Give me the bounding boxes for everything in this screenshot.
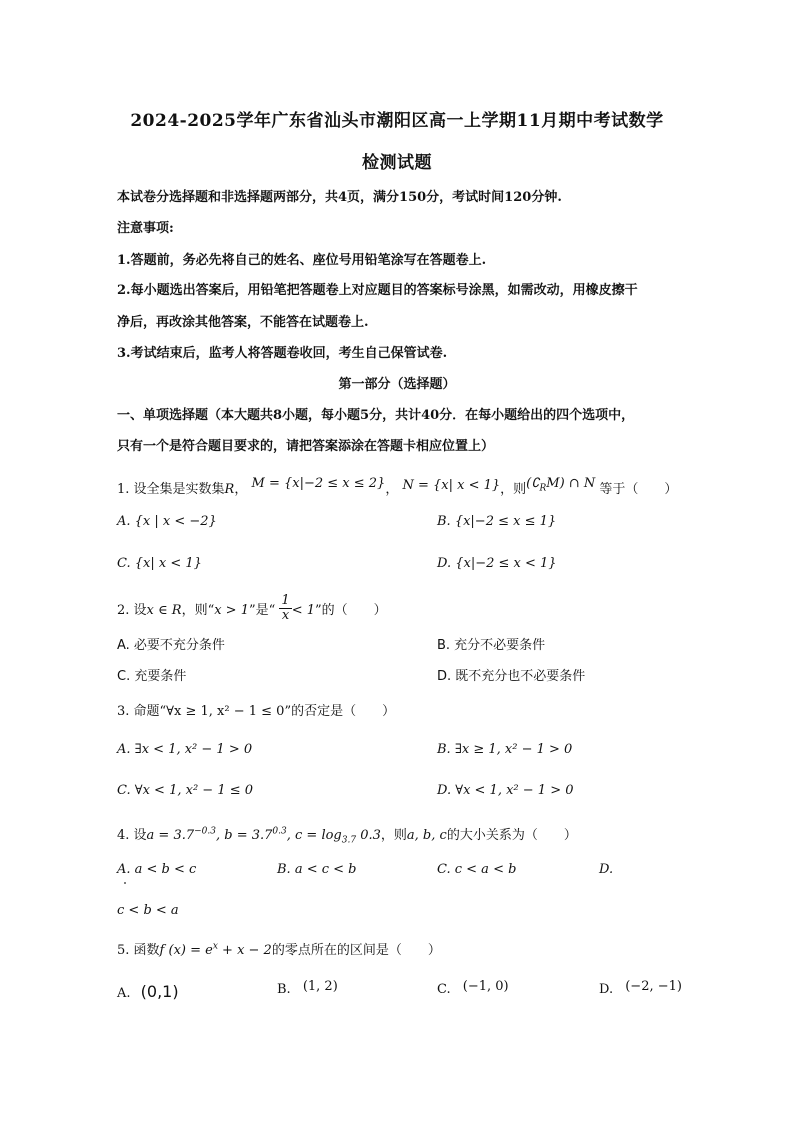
q5-option-c-label: C.: [437, 982, 451, 997]
q2-x-in-R: x ∈ R: [146, 603, 182, 618]
q4-text-h: 的大小关系为（ ）: [446, 828, 577, 843]
q3-option-d: D. ∀x < 1, x² − 1 > 0: [437, 783, 574, 798]
q1-expr: $(∁_RM)$ ∩ N: [526, 476, 596, 494]
question-2-stem: [117, 593, 387, 625]
q1-option-b: B. {x|−2 ≤ x ≤ 1}: [437, 514, 557, 529]
q4-option-d-value: c < b < a: [117, 903, 179, 918]
notice-item-2b: 净后，再改涂其他答案，不能答在试题卷上.: [117, 315, 369, 330]
question-1-stem: [117, 478, 677, 500]
notice-item-3: 3.考试结束后，监考人将答题卷收回，考生自己保管试卷.: [117, 346, 448, 361]
q5-option-c: [437, 979, 509, 997]
q1-option-a: A. {x | x < −2}: [117, 514, 217, 529]
question-3-stem: 3. 命题“∀x ≥ 1, x² − 1 ≤ 0”的否定是（ ）: [117, 704, 396, 719]
q4-text-f: ，则: [380, 828, 407, 843]
q2-text-c: ，则“: [181, 603, 215, 618]
q1-option-c: C. {x| x < 1}: [117, 556, 202, 571]
q4-option-c: C. c < a < b: [437, 862, 517, 877]
q2-option-c: C. 充要条件: [117, 669, 187, 684]
q4-option-a: A. a < b < c: [117, 862, 197, 877]
exam-title-line1: 2024-2025学年广东省汕头市潮阳区高一上学期11月期中考试数学: [130, 111, 664, 131]
q4-option-d: D.: [599, 862, 614, 877]
exam-info: 本试卷分选择题和非选择题两部分，共4页，满分150分，考试时间120分钟.: [117, 190, 562, 205]
q1-sep2: ，: [385, 482, 399, 497]
q5-text-d: 的零点所在的区间是（ ）: [271, 943, 441, 958]
q5-option-d: [599, 979, 682, 997]
q5-option-c-value: (−1, 0): [462, 979, 509, 994]
q2-text-g: ”的（ ）: [315, 603, 387, 618]
q2-cond-1: x > 1: [214, 603, 249, 618]
q5-option-b-value: (1, 2): [302, 979, 338, 994]
q3-option-c: C. ∀x < 1, x² − 1 ≤ 0: [117, 783, 254, 798]
q1-set-N: N = {x| x < 1}: [402, 478, 501, 493]
stray-dot: [124, 882, 126, 884]
q2-option-d: D. 既不充分也不必要条件: [437, 669, 586, 684]
q2-text-e: ”是“: [248, 603, 276, 618]
section-heading-a: 一、单项选择题（本大题共8小题，每小题5分，共计40分．在每小题给出的四个选项中，: [117, 408, 635, 423]
part1-heading: 第一部分（选择题）: [338, 377, 456, 392]
notice-item-1: 1.答题前，务必先将自己的姓名、座位号用铅笔涂写在答题卷上.: [117, 253, 487, 268]
exam-title-line2: 检测试题: [362, 153, 432, 173]
q3-option-a: A. ∃x < 1, x² − 1 > 0: [117, 742, 253, 757]
q2-option-b: B. 充分不必要条件: [437, 638, 546, 653]
q5-function: f $(x) = e^x + x - 2$: [159, 941, 272, 958]
question-5-stem: [117, 939, 441, 958]
q1-sep1: ，: [234, 482, 248, 497]
q4-option-b: B. a < c < b: [277, 862, 357, 877]
q2-option-a: A. 必要不充分条件: [117, 638, 225, 653]
q5-option-b: [277, 979, 338, 997]
q2-fraction: $\frac{1}{x}$: [281, 593, 290, 623]
q5-option-d-value: (−2, −1): [625, 979, 682, 994]
q1-end: 等于（ ）: [599, 482, 678, 497]
q2-cond-2: < 1: [291, 603, 315, 618]
q1-option-d: D. {x|−2 ≤ x < 1}: [437, 556, 557, 571]
q4-expr: $a = 3.7^{-0.3}$, $b = 3.7^{0.3}$, $c = \log_{3.7} 0.3$: [146, 826, 381, 846]
q5-option-d-label: D.: [599, 982, 614, 997]
q1-text-a: 1. 设全集是实数集: [117, 482, 225, 497]
q3-option-b: B. ∃x ≥ 1, x² − 1 > 0: [437, 742, 573, 757]
q4-text-a: 4. 设: [117, 828, 147, 843]
notice-heading: 注意事项:: [117, 221, 174, 236]
q4-vars: a, b, c: [406, 828, 447, 843]
section-heading-b: 只有一个是符合题目要求的，请把答案添涂在答题卡相应位置上）: [117, 439, 495, 454]
q1-set-M: M = {x|−2 ≤ x ≤ 2}: [251, 476, 386, 491]
q5-option-a-label: A.: [117, 986, 131, 1001]
q5-text-a: 5. 函数: [117, 943, 160, 958]
question-4-stem: [117, 824, 577, 846]
q5-option-a: [117, 982, 179, 1001]
q5-option-b-label: B.: [277, 982, 291, 997]
q5-option-a-value: (0,1): [140, 982, 179, 1001]
q1-then: ，则: [500, 482, 527, 497]
q1-R: R: [224, 482, 235, 497]
notice-item-2a: 2.每小题选出答案后，用铅笔把答题卷上对应题目的答案标号涂黑，如需改动，用橡皮擦干: [117, 283, 638, 298]
q2-text-a: 2. 设: [117, 603, 147, 618]
